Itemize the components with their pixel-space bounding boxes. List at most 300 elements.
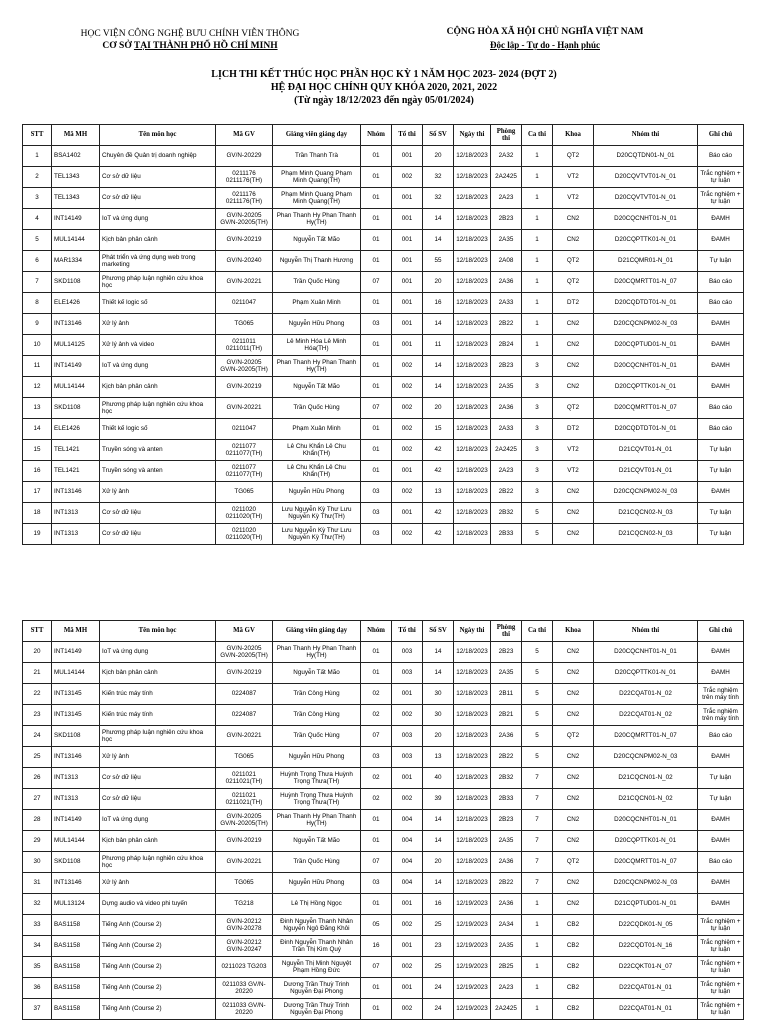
cell-stt: 30 — [23, 852, 52, 873]
cell-nhom-thi: D21CQCN02-N_03 — [594, 524, 698, 545]
cell-ma-mh: INT14149 — [52, 209, 100, 230]
cell-nhom-thi: D20CQCNHT01-N_01 — [594, 810, 698, 831]
cell-nhom-thi: D20CQPTTK01-N_01 — [594, 230, 698, 251]
cell-stt: 23 — [23, 705, 52, 726]
cell-ma-gv: GV/N-20240 — [216, 251, 273, 272]
cell-gv: Lê Chu Khẩn Lê Chu Khẩn(TH) — [273, 440, 361, 461]
cell-ma-gv: 0211033 GV/N-20220 — [216, 999, 273, 1020]
cell-stt: 28 — [23, 810, 52, 831]
cell-nhom: 07 — [361, 272, 392, 293]
cell-ngay: 12/18/2023 — [454, 482, 491, 503]
cell-ghi-chu: Báo cáo — [698, 726, 744, 747]
cell-nhom: 01 — [361, 440, 392, 461]
cell-khoa: CB2 — [553, 999, 594, 1020]
cell-ma-gv: GV/N-20219 — [216, 663, 273, 684]
cell-so-sv: 39 — [423, 789, 454, 810]
institution-header — [60, 28, 320, 52]
cell-ngay: 12/18/2023 — [454, 768, 491, 789]
cell-nhom: 01 — [361, 167, 392, 188]
cell-phong: 2A2425 — [491, 167, 522, 188]
cell-nhom: 07 — [361, 852, 392, 873]
cell-gv: Lê Thị Hồng Ngọc — [273, 894, 361, 915]
cell-ca: 7 — [522, 831, 553, 852]
cell-ngay: 12/19/2023 — [454, 894, 491, 915]
cell-nhom-thi: D20CQPTUD01-N_01 — [594, 335, 698, 356]
column-header-stt: STT — [23, 125, 52, 146]
cell-so-sv: 14 — [423, 230, 454, 251]
cell-to-thi: 001 — [392, 978, 423, 999]
cell-to-thi: 001 — [392, 684, 423, 705]
cell-ca: 3 — [522, 440, 553, 461]
table-row — [23, 726, 744, 747]
cell-stt: 4 — [23, 209, 52, 230]
column-header-nhom-thi: Nhóm thi — [594, 621, 698, 642]
cell-phong: 2B33 — [491, 789, 522, 810]
cell-ma-gv: GV/N-20219 — [216, 831, 273, 852]
table-row — [23, 936, 744, 957]
cell-ghi-chu: ĐAMH — [698, 894, 744, 915]
cell-phong: 2A08 — [491, 251, 522, 272]
cell-ma-mh: INT14149 — [52, 810, 100, 831]
cell-ngay: 12/18/2023 — [454, 146, 491, 167]
cell-ma-mh: INT1313 — [52, 503, 100, 524]
cell-ghi-chu: ĐAMH — [698, 314, 744, 335]
cell-to-thi: 004 — [392, 831, 423, 852]
cell-to-thi: 002 — [392, 419, 423, 440]
cell-gv: Dương Trần Thuỳ Trinh Nguyễn Đại Phong — [273, 999, 361, 1020]
exam-schedule-table-1 — [22, 124, 744, 545]
cell-phong: 2A23 — [491, 978, 522, 999]
cell-phong: 2B11 — [491, 684, 522, 705]
cell-ca: 1 — [522, 999, 553, 1020]
column-header-ten-mh: Tên môn học — [100, 621, 216, 642]
cell-nhom-thi: D21CQVT01-N_01 — [594, 461, 698, 482]
cell-ca: 7 — [522, 852, 553, 873]
cell-ten-mh: Xử lý ảnh — [100, 873, 216, 894]
cell-khoa: QT2 — [553, 852, 594, 873]
cell-ten-mh: Dựng audio và video phi tuyến — [100, 894, 216, 915]
cell-so-sv: 14 — [423, 810, 454, 831]
cell-so-sv: 14 — [423, 831, 454, 852]
cell-to-thi: 001 — [392, 293, 423, 314]
campus-city: TẠI THÀNH PHỐ HỒ CHÍ MINH — [133, 41, 278, 51]
cell-ten-mh: Cơ sở dữ liệu — [100, 503, 216, 524]
cell-nhom: 01 — [361, 999, 392, 1020]
cell-nhom-thi: D20CQCNPM02-N_03 — [594, 314, 698, 335]
title-line-3: (Từ ngày 18/12/2023 đến ngày 05/01/2024) — [294, 95, 474, 106]
cell-ca: 1 — [522, 936, 553, 957]
cell-ca: 7 — [522, 789, 553, 810]
cell-ten-mh: Kiến trúc máy tính — [100, 705, 216, 726]
cell-ca: 1 — [522, 293, 553, 314]
cell-ten-mh: Chuyên đề Quản trị doanh nghiệp — [100, 146, 216, 167]
cell-khoa: QT2 — [553, 251, 594, 272]
table-row — [23, 440, 744, 461]
cell-khoa: CN2 — [553, 335, 594, 356]
cell-so-sv: 25 — [423, 915, 454, 936]
cell-ma-mh: MUL13124 — [52, 894, 100, 915]
cell-nhom: 03 — [361, 503, 392, 524]
cell-nhom-thi: D21CQCN02-N_03 — [594, 503, 698, 524]
table-row — [23, 167, 744, 188]
cell-stt: 17 — [23, 482, 52, 503]
cell-ma-mh: INT13146 — [52, 482, 100, 503]
cell-ghi-chu: ĐAMH — [698, 810, 744, 831]
cell-to-thi: 001 — [392, 272, 423, 293]
cell-phong: 2B23 — [491, 356, 522, 377]
cell-nhom-thi: D20CQMRTT01-N_07 — [594, 398, 698, 419]
table-row — [23, 230, 744, 251]
cell-ma-gv: 0211077 0211077(TH) — [216, 461, 273, 482]
cell-nhom-thi: D21CQMR01-N_01 — [594, 251, 698, 272]
cell-phong: 2A36 — [491, 894, 522, 915]
cell-so-sv: 32 — [423, 167, 454, 188]
cell-ma-gv: GV/N-20229 — [216, 146, 273, 167]
cell-khoa: VT2 — [553, 461, 594, 482]
cell-nhom: 02 — [361, 705, 392, 726]
cell-ma-gv: 0224087 — [216, 684, 273, 705]
cell-khoa: CB2 — [553, 936, 594, 957]
cell-ca: 1 — [522, 167, 553, 188]
cell-ngay: 12/18/2023 — [454, 663, 491, 684]
institution-name: HỌC VIỆN CÔNG NGHỆ BƯU CHÍNH VIỄN THÔNG — [80, 29, 300, 39]
cell-ma-gv: 0211021 0211021(TH) — [216, 768, 273, 789]
cell-nhom: 05 — [361, 915, 392, 936]
cell-so-sv: 40 — [423, 768, 454, 789]
cell-nhom: 01 — [361, 188, 392, 209]
table-row — [23, 335, 744, 356]
column-header-ca: Ca thi — [522, 621, 553, 642]
cell-gv: Lưu Nguyễn Kỳ Thư Lưu Nguyễn Kỳ Thư(TH) — [273, 503, 361, 524]
cell-ghi-chu: Trắc nghiệm trên máy tính — [698, 684, 744, 705]
cell-nhom-thi: D22CQKT01-N_07 — [594, 957, 698, 978]
cell-nhom: 01 — [361, 831, 392, 852]
cell-nhom-thi: D20CQCNPM02-N_03 — [594, 747, 698, 768]
cell-to-thi: 002 — [392, 999, 423, 1020]
cell-ca: 1 — [522, 146, 553, 167]
cell-ngay: 12/18/2023 — [454, 705, 491, 726]
cell-ma-mh: INT14149 — [52, 356, 100, 377]
cell-khoa: CN2 — [553, 377, 594, 398]
cell-ghi-chu: Báo cáo — [698, 146, 744, 167]
cell-ten-mh: Xử lý ảnh — [100, 482, 216, 503]
cell-ten-mh: Tiếng Anh (Course 2) — [100, 936, 216, 957]
cell-nhom: 01 — [361, 230, 392, 251]
cell-stt: 20 — [23, 642, 52, 663]
cell-ca: 3 — [522, 419, 553, 440]
cell-nhom-thi: D20CQCNPM02-N_03 — [594, 482, 698, 503]
cell-ghi-chu: Trắc nghiệm + tự luận — [698, 936, 744, 957]
cell-ma-mh: TEL1343 — [52, 167, 100, 188]
cell-ten-mh: Cơ sở dữ liệu — [100, 167, 216, 188]
cell-khoa: CN2 — [553, 314, 594, 335]
cell-so-sv: 24 — [423, 978, 454, 999]
cell-ma-gv: 0211020 0211020(TH) — [216, 524, 273, 545]
cell-ma-mh: INT1313 — [52, 789, 100, 810]
cell-ca: 5 — [522, 726, 553, 747]
cell-gv: Trần Quốc Hùng — [273, 726, 361, 747]
cell-phong: 2B33 — [491, 524, 522, 545]
table-row — [23, 461, 744, 482]
cell-stt: 18 — [23, 503, 52, 524]
cell-stt: 3 — [23, 188, 52, 209]
cell-ca: 3 — [522, 377, 553, 398]
cell-ngay: 12/18/2023 — [454, 251, 491, 272]
cell-ca: 5 — [522, 663, 553, 684]
cell-phong: 2B21 — [491, 705, 522, 726]
cell-stt: 25 — [23, 747, 52, 768]
cell-ghi-chu: Trắc nghiệm trên máy tính — [698, 705, 744, 726]
campus-name — [60, 40, 320, 52]
cell-ngay: 12/18/2023 — [454, 726, 491, 747]
cell-ghi-chu: Trắc nghiệm + tự luận — [698, 167, 744, 188]
cell-stt: 7 — [23, 272, 52, 293]
cell-ngay: 12/18/2023 — [454, 188, 491, 209]
cell-so-sv: 42 — [423, 503, 454, 524]
cell-gv: Phan Thanh Hy Phan Thanh Hy(TH) — [273, 810, 361, 831]
cell-stt: 19 — [23, 524, 52, 545]
cell-ghi-chu: Tự luận — [698, 251, 744, 272]
table-header-row — [23, 125, 744, 146]
cell-ngay: 12/18/2023 — [454, 440, 491, 461]
cell-to-thi: 003 — [392, 726, 423, 747]
cell-khoa: CB2 — [553, 915, 594, 936]
cell-khoa: DT2 — [553, 293, 594, 314]
cell-ngay: 12/19/2023 — [454, 915, 491, 936]
cell-nhom-thi: D22CQDT01-N_16 — [594, 936, 698, 957]
cell-so-sv: 42 — [423, 461, 454, 482]
cell-ten-mh: Phương pháp luận nghiên cứu khoa học — [100, 398, 216, 419]
table-row — [23, 852, 744, 873]
cell-to-thi: 004 — [392, 852, 423, 873]
cell-ca: 5 — [522, 642, 553, 663]
cell-ma-mh: BAS1158 — [52, 915, 100, 936]
cell-ngay: 12/19/2023 — [454, 978, 491, 999]
cell-ma-mh: SKD1108 — [52, 272, 100, 293]
cell-gv: Phan Thanh Hy Phan Thanh Hy(TH) — [273, 356, 361, 377]
cell-stt: 32 — [23, 894, 52, 915]
cell-gv: Nguyễn Thị Thanh Hương — [273, 251, 361, 272]
column-header-ma-mh: Mã MH — [52, 621, 100, 642]
cell-so-sv: 16 — [423, 293, 454, 314]
column-header-ca: Ca thi — [522, 125, 553, 146]
cell-nhom-thi: D22CQAT01-N_01 — [594, 999, 698, 1020]
cell-nhom-thi: D20CQVTVT01-N_01 — [594, 188, 698, 209]
cell-khoa: QT2 — [553, 726, 594, 747]
national-header — [420, 26, 670, 52]
cell-stt: 27 — [23, 789, 52, 810]
table-row — [23, 377, 744, 398]
cell-so-sv: 20 — [423, 146, 454, 167]
cell-to-thi: 002 — [392, 957, 423, 978]
cell-ghi-chu: Tự luận — [698, 768, 744, 789]
cell-so-sv: 13 — [423, 747, 454, 768]
column-header-phong: Phòng thi — [491, 125, 522, 146]
cell-nhom: 03 — [361, 482, 392, 503]
cell-ca: 5 — [522, 705, 553, 726]
cell-phong: 2A33 — [491, 293, 522, 314]
title-line-2: HỆ ĐẠI HỌC CHÍNH QUY KHÓA 2020, 2021, 2022 — [270, 82, 498, 93]
cell-nhom-thi: D21CQCN01-N_02 — [594, 768, 698, 789]
cell-phong: 2B32 — [491, 768, 522, 789]
table-row — [23, 146, 744, 167]
column-header-khoa: Khoa — [553, 621, 594, 642]
cell-ten-mh: Phương pháp luận nghiên cứu khoa học — [100, 852, 216, 873]
cell-nhom: 16 — [361, 936, 392, 957]
cell-ma-mh: MUL14144 — [52, 230, 100, 251]
cell-ca: 1 — [522, 335, 553, 356]
cell-ghi-chu: Trắc nghiệm + tự luận — [698, 188, 744, 209]
cell-ghi-chu: Trắc nghiệm + tự luận — [698, 915, 744, 936]
cell-nhom-thi: D20CQMRTT01-N_07 — [594, 852, 698, 873]
cell-nhom-thi: D22CQAT01-N_02 — [594, 684, 698, 705]
cell-stt: 6 — [23, 251, 52, 272]
table-row — [23, 293, 744, 314]
cell-gv: Trần Quốc Hùng — [273, 852, 361, 873]
cell-so-sv: 14 — [423, 642, 454, 663]
cell-phong: 2B22 — [491, 314, 522, 335]
cell-ngay: 12/18/2023 — [454, 524, 491, 545]
cell-so-sv: 55 — [423, 251, 454, 272]
cell-gv: Nguyễn Tất Mão — [273, 663, 361, 684]
cell-ten-mh: IoT và ứng dụng — [100, 810, 216, 831]
cell-ghi-chu: ĐAMH — [698, 642, 744, 663]
cell-to-thi: 001 — [392, 335, 423, 356]
table-row — [23, 747, 744, 768]
cell-ngay: 12/18/2023 — [454, 831, 491, 852]
cell-stt: 14 — [23, 419, 52, 440]
table-row — [23, 999, 744, 1020]
cell-phong: 2B24 — [491, 335, 522, 356]
cell-ma-mh: BSA1402 — [52, 146, 100, 167]
cell-to-thi: 001 — [392, 209, 423, 230]
table-row — [23, 188, 744, 209]
cell-ten-mh: Phương pháp luận nghiên cứu khoa học — [100, 726, 216, 747]
cell-ghi-chu: ĐAMH — [698, 356, 744, 377]
cell-ma-mh: INT13146 — [52, 747, 100, 768]
cell-ngay: 12/18/2023 — [454, 335, 491, 356]
column-header-nhom: Nhóm — [361, 621, 392, 642]
cell-ten-mh: Cơ sở dữ liệu — [100, 768, 216, 789]
cell-ca: 5 — [522, 684, 553, 705]
cell-so-sv: 42 — [423, 440, 454, 461]
column-header-gv: Giảng viên giảng dạy — [273, 621, 361, 642]
cell-ca: 1 — [522, 978, 553, 999]
cell-stt: 1 — [23, 146, 52, 167]
cell-so-sv: 20 — [423, 272, 454, 293]
cell-so-sv: 11 — [423, 335, 454, 356]
cell-stt: 35 — [23, 957, 52, 978]
cell-ca: 3 — [522, 482, 553, 503]
cell-ma-gv: GV/N-20221 — [216, 398, 273, 419]
cell-ma-mh: ELE1426 — [52, 419, 100, 440]
cell-ten-mh: Cơ sở dữ liệu — [100, 789, 216, 810]
cell-ca: 1 — [522, 209, 553, 230]
cell-khoa: VT2 — [553, 188, 594, 209]
cell-ma-mh: BAS1158 — [52, 978, 100, 999]
column-header-to-thi: Tổ thi — [392, 125, 423, 146]
cell-ten-mh: Kịch bản phân cảnh — [100, 831, 216, 852]
table-row — [23, 684, 744, 705]
cell-khoa: QT2 — [553, 398, 594, 419]
cell-ma-mh: INT13145 — [52, 684, 100, 705]
cell-nhom: 03 — [361, 314, 392, 335]
cell-ma-mh: TEL1343 — [52, 188, 100, 209]
cell-khoa: CN2 — [553, 524, 594, 545]
cell-khoa: CN2 — [553, 810, 594, 831]
cell-gv: Nguyễn Tất Mão — [273, 831, 361, 852]
cell-ghi-chu: Trắc nghiệm + tự luận — [698, 999, 744, 1020]
cell-nhom-thi: D20CQMRTT01-N_07 — [594, 272, 698, 293]
cell-gv: Trần Thanh Trà — [273, 146, 361, 167]
cell-gv: Phan Thanh Hy Phan Thanh Hy(TH) — [273, 209, 361, 230]
cell-khoa: VT2 — [553, 167, 594, 188]
cell-ghi-chu: ĐAMH — [698, 209, 744, 230]
cell-nhom: 01 — [361, 978, 392, 999]
cell-to-thi: 002 — [392, 705, 423, 726]
cell-phong: 2B23 — [491, 810, 522, 831]
cell-ghi-chu: Báo cáo — [698, 398, 744, 419]
cell-phong: 2A36 — [491, 726, 522, 747]
cell-stt: 33 — [23, 915, 52, 936]
cell-nhom: 01 — [361, 894, 392, 915]
cell-nhom-thi: D21CQVT01-N_01 — [594, 440, 698, 461]
cell-ma-gv: GV/N-20212 GV/N-20278 — [216, 915, 273, 936]
cell-ma-gv: GV/N-20205 GV/N-20205(TH) — [216, 209, 273, 230]
cell-phong: 2A36 — [491, 398, 522, 419]
cell-ten-mh: Kịch bản phân cảnh — [100, 377, 216, 398]
cell-gv: Trần Quốc Hùng — [273, 398, 361, 419]
cell-ghi-chu: Tự luận — [698, 503, 744, 524]
cell-gv: Dương Trần Thuỳ Trinh Nguyễn Đại Phong — [273, 978, 361, 999]
table-row — [23, 810, 744, 831]
cell-ghi-chu: ĐAMH — [698, 747, 744, 768]
cell-so-sv: 14 — [423, 663, 454, 684]
cell-ten-mh: Tiếng Anh (Course 2) — [100, 999, 216, 1020]
cell-nhom-thi: D22CQAT01-N_02 — [594, 705, 698, 726]
cell-ghi-chu: Tự luận — [698, 440, 744, 461]
cell-nhom-thi: D20CQTDN01-N_01 — [594, 146, 698, 167]
cell-ma-gv: TG065 — [216, 873, 273, 894]
cell-khoa: DT2 — [553, 419, 594, 440]
cell-nhom: 01 — [361, 663, 392, 684]
cell-nhom-thi: D20CQDTDT01-N_01 — [594, 419, 698, 440]
cell-ma-mh: ELE1426 — [52, 293, 100, 314]
cell-khoa: VT2 — [553, 440, 594, 461]
cell-ca: 7 — [522, 768, 553, 789]
cell-ca: 1 — [522, 314, 553, 335]
cell-to-thi: 002 — [392, 789, 423, 810]
cell-ca: 3 — [522, 398, 553, 419]
column-header-stt: STT — [23, 621, 52, 642]
cell-ca: 1 — [522, 230, 553, 251]
cell-khoa: CN2 — [553, 894, 594, 915]
cell-ten-mh: Phương pháp luận nghiên cứu khoa học — [100, 272, 216, 293]
cell-ngay: 12/18/2023 — [454, 747, 491, 768]
cell-ca: 1 — [522, 251, 553, 272]
cell-ma-mh: SKD1108 — [52, 398, 100, 419]
cell-ghi-chu: Tự luận — [698, 524, 744, 545]
cell-to-thi: 001 — [392, 768, 423, 789]
cell-ma-gv: 0211047 — [216, 419, 273, 440]
cell-ten-mh: Phát triển và ứng dụng web trong marketing — [100, 251, 216, 272]
cell-gv: Lê Minh Hóa Lê Minh Hóa(TH) — [273, 335, 361, 356]
column-header-nhom-thi: Nhóm thi — [594, 125, 698, 146]
cell-khoa: CN2 — [553, 873, 594, 894]
cell-phong: 2A32 — [491, 146, 522, 167]
cell-ma-gv: 0224087 — [216, 705, 273, 726]
cell-ma-gv: GV/N-20219 — [216, 377, 273, 398]
